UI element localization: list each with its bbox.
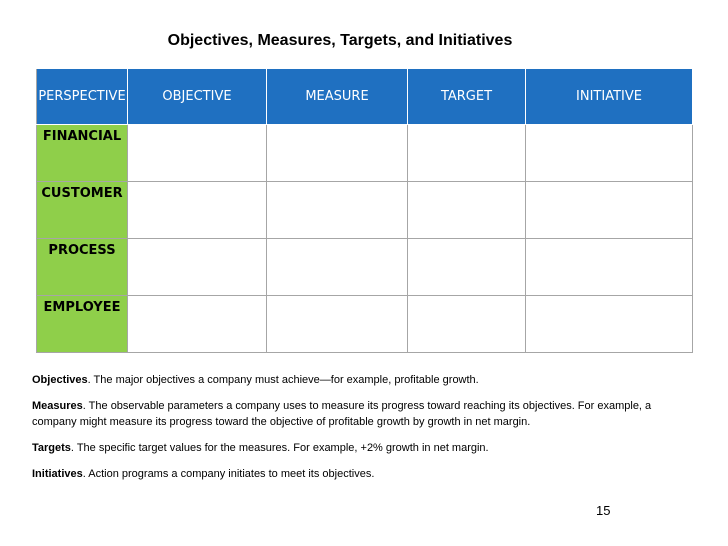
table-header-row	[37, 69, 693, 125]
perspective-employee: EMPLOYEE	[37, 296, 128, 353]
measure-cell	[267, 182, 408, 239]
header-target: TARGET	[408, 69, 526, 125]
definition-term: Measures	[32, 400, 83, 412]
table-row	[37, 182, 693, 239]
definition-term: Targets	[32, 442, 71, 454]
definition-text: . The major objectives a company must achieve—for example, profitable growth.	[87, 374, 479, 386]
header-objective: OBJECTIVE	[128, 69, 267, 125]
definitions	[32, 372, 672, 492]
definition-term: Initiatives	[32, 468, 83, 480]
definition-targets	[32, 440, 672, 456]
target-cell	[408, 296, 526, 353]
target-cell	[408, 239, 526, 296]
objective-cell	[128, 239, 267, 296]
target-cell	[408, 125, 526, 182]
header-initiative: INITIATIVE	[526, 69, 693, 125]
page-title: Objectives, Measures, Targets, and Initiatives	[167, 32, 513, 49]
target-cell	[408, 182, 526, 239]
page-number: 15	[596, 503, 611, 518]
initiative-cell	[526, 182, 693, 239]
initiative-cell	[526, 296, 693, 353]
table-row	[37, 239, 693, 296]
objective-cell	[128, 296, 267, 353]
initiative-cell	[526, 239, 693, 296]
perspective-customer: CUSTOMER	[37, 182, 128, 239]
definition-measures	[32, 398, 672, 430]
perspective-process: PROCESS	[37, 239, 128, 296]
definition-text: . The observable parameters a company uses to measure its progress toward reaching its objectives. For example, a company might measure its progress toward the objective of profitable growth by growth in net margin.	[32, 400, 652, 428]
header-perspective: PERSPECTIVE	[37, 69, 128, 125]
measure-cell	[267, 296, 408, 353]
perspective-financial: FINANCIAL	[37, 125, 128, 182]
measure-cell	[267, 125, 408, 182]
objective-cell	[128, 182, 267, 239]
table-row	[37, 125, 693, 182]
objective-cell	[128, 125, 267, 182]
measure-cell	[267, 239, 408, 296]
definition-objectives	[32, 372, 672, 388]
definition-initiatives	[32, 466, 672, 482]
initiative-cell	[526, 125, 693, 182]
definition-text: . Action programs a company initiates to meet its objectives.	[82, 468, 375, 480]
scorecard-table	[36, 68, 693, 353]
definition-text: . The specific target values for the measures. For example, +2% growth in net margin.	[70, 442, 489, 454]
header-measure: MEASURE	[267, 69, 408, 125]
table-row	[37, 296, 693, 353]
definition-term: Objectives	[32, 374, 88, 386]
